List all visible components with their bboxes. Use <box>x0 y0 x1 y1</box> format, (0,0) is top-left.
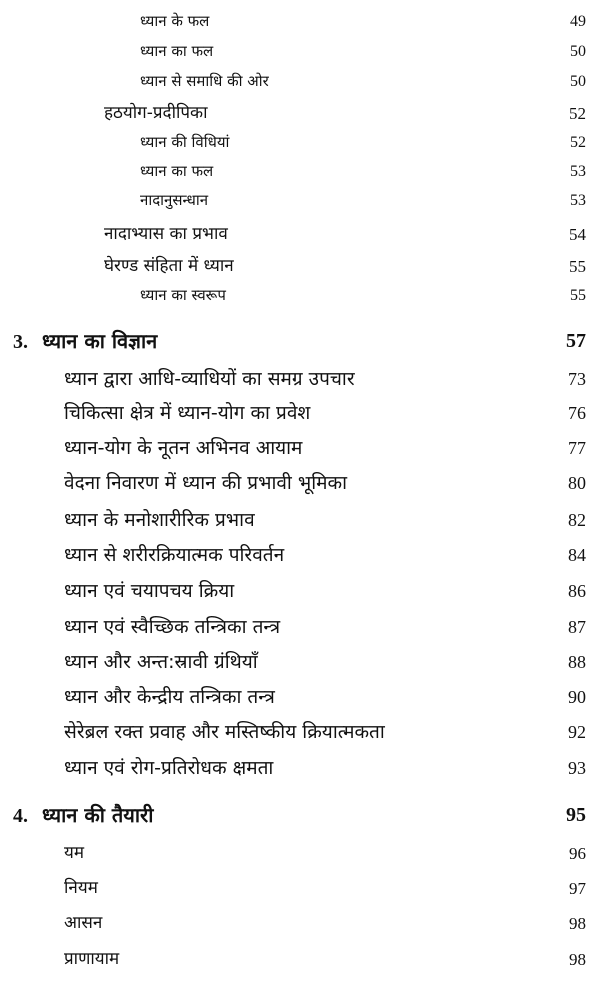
toc-entry-title: ध्यान द्वारा आधि-व्याधियों का समग्र उपचार <box>64 368 355 390</box>
toc-entry-title: ध्यान से समाधि की ओर <box>140 72 269 90</box>
toc-entry-title: ध्यान का फल <box>140 162 214 180</box>
toc-entry-page: 87 <box>568 617 586 637</box>
toc-entry-title: ध्यान एवं चयापचय क्रिया <box>64 580 235 602</box>
chapter-number: 3. <box>13 331 28 353</box>
toc-entry-title: घेरण्ड संहिता में ध्यान <box>104 256 234 276</box>
toc-entry-page: 82 <box>568 510 586 530</box>
toc-entry-page: 73 <box>568 369 586 389</box>
toc-entry-title: ध्यान का फल <box>140 42 214 60</box>
toc-entry-title: सेरेब्रल रक्त प्रवाह और मस्तिष्कीय क्रियात्मकता <box>64 721 385 743</box>
toc-entry-page: 77 <box>568 438 586 458</box>
toc-entry-title: वेदना निवारण में ध्यान की प्रभावी भूमिका <box>64 472 348 494</box>
chapter-page: 95 <box>566 804 586 826</box>
toc-entry-title: चिकित्सा क्षेत्र में ध्यान-योग का प्रवेश <box>64 402 311 424</box>
toc-entry-page: 93 <box>568 758 586 778</box>
toc-entry-page: 86 <box>568 581 586 601</box>
toc-entry-title: ध्यान की विधियां <box>140 133 230 151</box>
toc-entry-page: 53 <box>570 192 586 209</box>
toc-entry-title: ध्यान का स्वरूप <box>140 286 226 304</box>
toc-entry-title: यम <box>64 843 85 863</box>
toc-entry-page: 98 <box>569 914 586 933</box>
toc-entry-page: 76 <box>568 403 586 423</box>
toc-entry-page: 97 <box>569 879 586 898</box>
toc-entry-title: ध्यान और केन्द्रीय तन्त्रिका तन्त्र <box>64 686 275 708</box>
chapter-name: ध्यान की तैयारी <box>42 803 154 827</box>
toc-entry-title: नादानुसन्धान <box>140 191 209 209</box>
chapter-title <box>13 331 157 352</box>
toc-entry-title: ध्यान और अन्त:स्रावी ग्रंथियाँ <box>64 651 258 673</box>
toc-entry-page: 92 <box>568 722 586 742</box>
chapter-title <box>13 805 153 826</box>
toc-entry-page: 80 <box>568 473 586 493</box>
toc-entry-page: 55 <box>570 287 586 304</box>
toc-entry-page: 54 <box>569 225 586 244</box>
toc-entry-page: 90 <box>568 687 586 707</box>
toc-entry-title: नादाभ्यास का प्रभाव <box>104 224 228 244</box>
toc-entry-page: 50 <box>570 73 586 90</box>
toc-entry-title: ध्यान एवं रोग-प्रतिरोधक क्षमता <box>64 757 274 779</box>
toc-entry-page: 96 <box>569 844 586 863</box>
toc-entry-title: ध्यान एवं स्वैच्छिक तन्त्रिका तन्त्र <box>64 616 281 638</box>
toc-entry-title: ध्यान के फल <box>140 12 210 30</box>
toc-entry-title: आसन <box>64 913 103 933</box>
toc-entry-page: 84 <box>568 545 586 565</box>
chapter-page: 57 <box>566 330 586 352</box>
toc-entry-page: 98 <box>569 950 586 969</box>
chapter-name: ध्यान का विज्ञान <box>42 329 158 353</box>
toc-entry-title: ध्यान-योग के नूतन अभिनव आयाम <box>64 437 303 459</box>
toc-entry-page: 52 <box>569 104 586 123</box>
toc-entry-page: 49 <box>570 13 586 30</box>
toc-entry-title: ध्यान के मनोशारीरिक प्रभाव <box>64 509 255 531</box>
toc-entry-page: 55 <box>569 257 586 276</box>
toc-entry-title: ध्यान से शरीरक्रियात्मक परिवर्तन <box>64 544 285 566</box>
toc-entry-title: नियम <box>64 878 98 898</box>
toc-entry-title: प्राणायाम <box>64 949 120 969</box>
chapter-number: 4. <box>13 805 28 827</box>
toc-entry-page: 52 <box>570 134 586 151</box>
toc-entry-page: 53 <box>570 163 586 180</box>
toc-entry-page: 50 <box>570 43 586 60</box>
toc-entry-title: हठयोग-प्रदीपिका <box>104 103 208 123</box>
toc-entry-page: 88 <box>568 652 586 672</box>
